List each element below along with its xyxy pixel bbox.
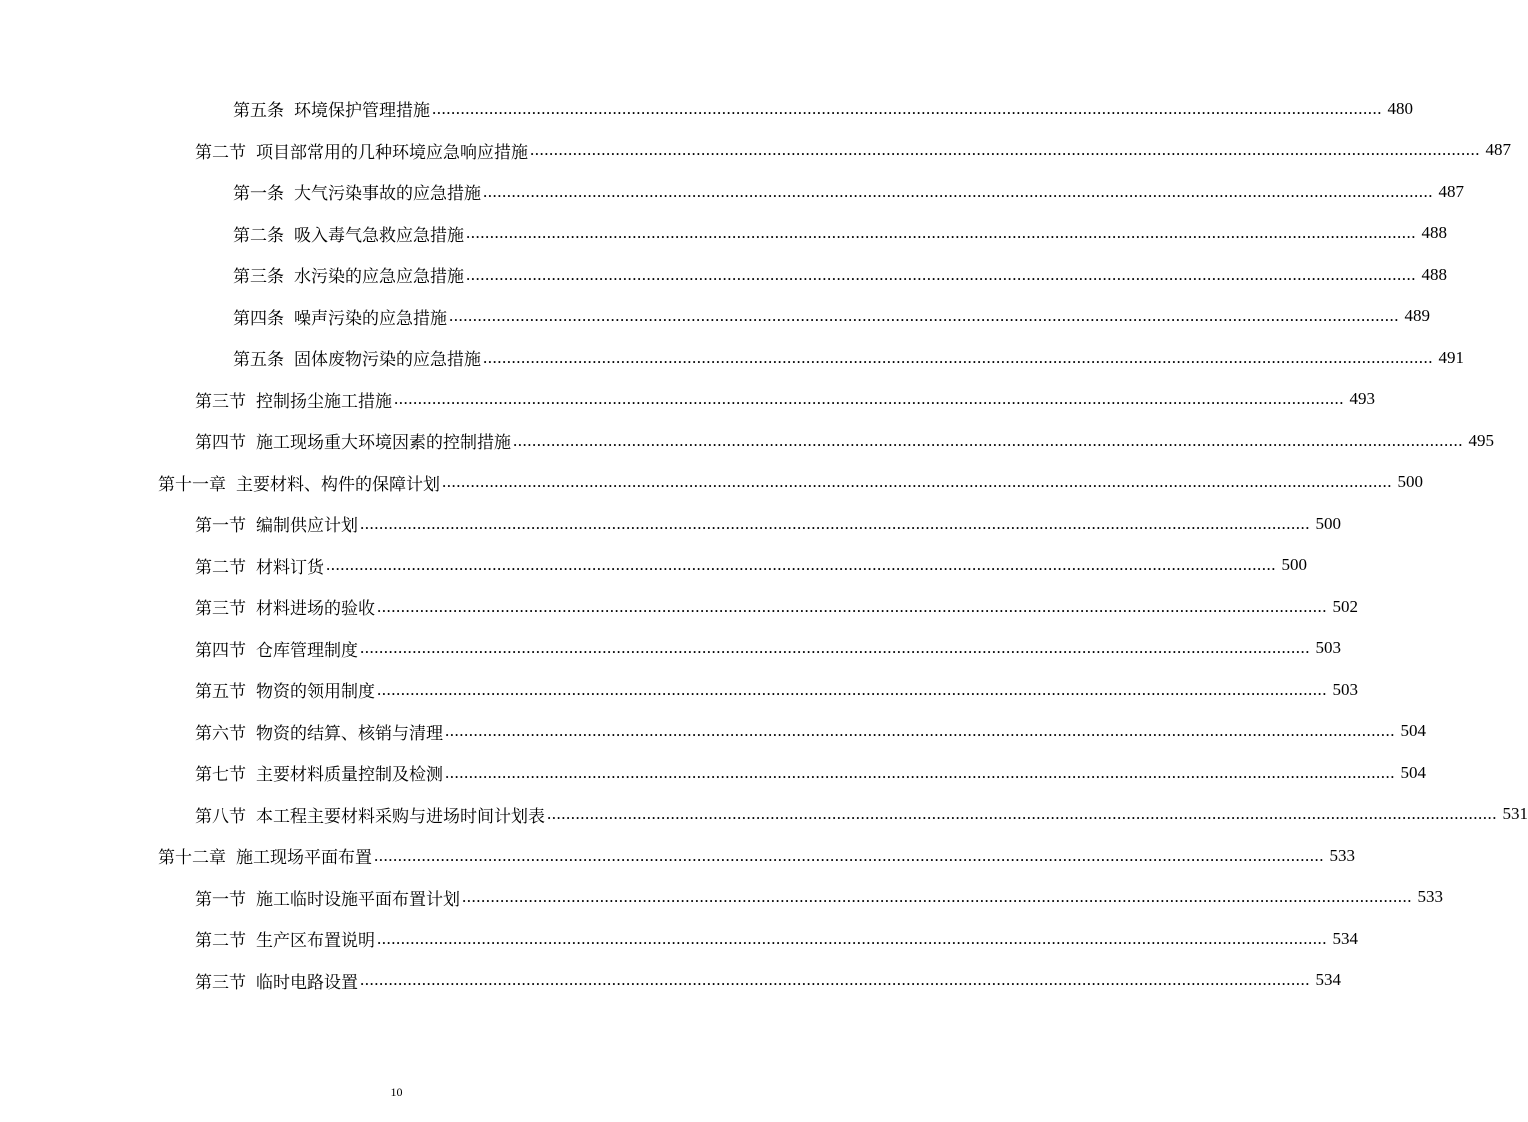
toc-entry-page: 488 bbox=[1421, 223, 1447, 243]
toc-leader-dots: ........................................................................................................................................................................................................ bbox=[360, 513, 1310, 533]
toc-entry-page: 503 bbox=[1332, 679, 1358, 699]
toc-leader-dots: ........................................................................................................................................................................................................ bbox=[360, 970, 1310, 990]
toc-entry-title: 环境保护管理措施 bbox=[294, 101, 430, 122]
toc-entry-page: 487 bbox=[1438, 181, 1464, 201]
toc-leader-dots: ........................................................................................................................................................................................................ bbox=[442, 472, 1392, 492]
toc-leader-dots: ........................................................................................................................................................................................................ bbox=[360, 638, 1310, 658]
toc-entry-label: 第十二章 bbox=[158, 848, 226, 869]
toc-leader-dots: ........................................................................................................................................................................................................ bbox=[445, 762, 1395, 782]
toc-leader-dots: ........................................................................................................................................................................................................ bbox=[377, 596, 1327, 616]
toc-entry-page: 493 bbox=[1349, 389, 1375, 409]
toc-entry-label: 第十一章 bbox=[158, 474, 226, 495]
toc-leader-dots: ........................................................................................................................................................................................................ bbox=[547, 804, 1497, 824]
table-of-contents bbox=[0, 88, 1528, 1001]
toc-article-entry[interactable] bbox=[0, 254, 1447, 296]
toc-leader-dots: ........................................................................................................................................................................................................ bbox=[466, 223, 1416, 243]
toc-section-entry[interactable] bbox=[0, 669, 1358, 711]
toc-entry-label: 第四节 bbox=[195, 640, 246, 661]
toc-entry-label: 第五条 bbox=[233, 101, 284, 122]
toc-entry-label: 第一节 bbox=[195, 889, 246, 910]
toc-article-entry[interactable] bbox=[0, 213, 1447, 255]
toc-entry-label: 第八节 bbox=[195, 806, 246, 827]
toc-article-entry[interactable] bbox=[0, 337, 1464, 379]
toc-chapter-entry[interactable] bbox=[0, 462, 1423, 504]
toc-entry-title: 仓库管理制度 bbox=[256, 640, 358, 661]
toc-section-entry[interactable] bbox=[0, 918, 1358, 960]
toc-entry-label: 第四节 bbox=[195, 433, 246, 454]
toc-entry-title: 噪声污染的应急措施 bbox=[294, 308, 447, 329]
toc-section-entry[interactable] bbox=[0, 586, 1358, 628]
toc-section-entry[interactable] bbox=[0, 960, 1341, 1002]
toc-article-entry[interactable] bbox=[0, 296, 1430, 338]
toc-chapter-entry[interactable] bbox=[0, 835, 1355, 877]
toc-leader-dots: ........................................................................................................................................................................................................ bbox=[377, 679, 1327, 699]
toc-entry-page: 487 bbox=[1485, 140, 1511, 160]
toc-entry-title: 项目部常用的几种环境应急响应措施 bbox=[256, 142, 528, 163]
toc-entry-title: 固体废物污染的应急措施 bbox=[294, 350, 481, 371]
page-number: 10 bbox=[390, 1085, 403, 1099]
toc-entry-page: 489 bbox=[1404, 306, 1430, 326]
toc-section-entry[interactable] bbox=[0, 794, 1528, 836]
toc-article-entry[interactable] bbox=[0, 88, 1413, 130]
toc-entry-label: 第五节 bbox=[195, 682, 246, 703]
toc-entry-label: 第二条 bbox=[233, 225, 284, 246]
toc-leader-dots: ........................................................................................................................................................................................................ bbox=[462, 887, 1412, 907]
toc-leader-dots: ........................................................................................................................................................................................................ bbox=[483, 347, 1433, 367]
toc-section-entry[interactable] bbox=[0, 130, 1511, 172]
toc-entry-page: 504 bbox=[1400, 762, 1426, 782]
toc-entry-label: 第二节 bbox=[195, 557, 246, 578]
toc-entry-page: 533 bbox=[1417, 887, 1443, 907]
toc-leader-dots: ........................................................................................................................................................................................................ bbox=[513, 430, 1463, 450]
toc-entry-label: 第三节 bbox=[195, 391, 246, 412]
toc-entry-title: 吸入毒气急救应急措施 bbox=[294, 225, 464, 246]
toc-entry-title: 施工临时设施平面布置计划 bbox=[256, 889, 460, 910]
toc-entry-label: 第三条 bbox=[233, 267, 284, 288]
toc-entry-page: 503 bbox=[1315, 638, 1341, 658]
toc-entry-label: 第六节 bbox=[195, 723, 246, 744]
toc-entry-page: 504 bbox=[1400, 721, 1426, 741]
toc-entry-title: 物资的领用制度 bbox=[256, 682, 375, 703]
toc-entry-label: 第二节 bbox=[195, 142, 246, 163]
toc-section-entry[interactable] bbox=[0, 545, 1307, 587]
toc-entry-page: 534 bbox=[1315, 970, 1341, 990]
toc-leader-dots: ........................................................................................................................................................................................................ bbox=[466, 264, 1416, 284]
toc-entry-title: 编制供应计划 bbox=[256, 516, 358, 537]
toc-entry-title: 临时电路设置 bbox=[256, 972, 358, 993]
toc-entry-title: 大气污染事故的应急措施 bbox=[294, 184, 481, 205]
toc-leader-dots: ........................................................................................................................................................................................................ bbox=[432, 98, 1382, 118]
toc-entry-page: 531 bbox=[1502, 804, 1528, 824]
toc-entry-title: 主要材料、构件的保障计划 bbox=[236, 474, 440, 495]
toc-entry-title: 施工现场重大环境因素的控制措施 bbox=[256, 433, 511, 454]
toc-leader-dots: ........................................................................................................................................................................................................ bbox=[374, 845, 1324, 865]
toc-entry-label: 第一条 bbox=[233, 184, 284, 205]
toc-entry-label: 第三节 bbox=[195, 972, 246, 993]
toc-entry-page: 495 bbox=[1468, 430, 1494, 450]
toc-entry-page: 502 bbox=[1332, 596, 1358, 616]
toc-entry-title: 水污染的应急应急措施 bbox=[294, 267, 464, 288]
toc-section-entry[interactable] bbox=[0, 503, 1341, 545]
toc-article-entry[interactable] bbox=[0, 171, 1464, 213]
toc-section-entry[interactable] bbox=[0, 420, 1494, 462]
toc-entry-title: 生产区布置说明 bbox=[256, 931, 375, 952]
toc-leader-dots: ........................................................................................................................................................................................................ bbox=[377, 928, 1327, 948]
toc-entry-title: 材料进场的验收 bbox=[256, 599, 375, 620]
toc-entry-page: 500 bbox=[1315, 513, 1341, 533]
toc-entry-label: 第二节 bbox=[195, 931, 246, 952]
toc-entry-title: 本工程主要材料采购与进场时间计划表 bbox=[256, 806, 545, 827]
toc-leader-dots: ........................................................................................................................................................................................................ bbox=[483, 181, 1433, 201]
toc-section-entry[interactable] bbox=[0, 752, 1426, 794]
toc-entry-page: 480 bbox=[1387, 98, 1413, 118]
toc-entry-page: 491 bbox=[1438, 347, 1464, 367]
toc-entry-page: 533 bbox=[1329, 845, 1355, 865]
toc-entry-title: 主要材料质量控制及检测 bbox=[256, 765, 443, 786]
toc-entry-title: 控制扬尘施工措施 bbox=[256, 391, 392, 412]
toc-entry-label: 第七节 bbox=[195, 765, 246, 786]
toc-entry-title: 物资的结算、核销与清理 bbox=[256, 723, 443, 744]
toc-leader-dots: ........................................................................................................................................................................................................ bbox=[326, 555, 1276, 575]
toc-entry-page: 488 bbox=[1421, 264, 1447, 284]
toc-leader-dots: ........................................................................................................................................................................................................ bbox=[530, 140, 1480, 160]
toc-entry-label: 第四条 bbox=[233, 308, 284, 329]
toc-entry-title: 材料订货 bbox=[256, 557, 324, 578]
toc-entry-title: 施工现场平面布置 bbox=[236, 848, 372, 869]
toc-leader-dots: ........................................................................................................................................................................................................ bbox=[449, 306, 1399, 326]
toc-entry-page: 500 bbox=[1397, 472, 1423, 492]
toc-entry-label: 第三节 bbox=[195, 599, 246, 620]
toc-section-entry[interactable] bbox=[0, 628, 1341, 670]
toc-section-entry[interactable] bbox=[0, 877, 1443, 919]
toc-leader-dots: ........................................................................................................................................................................................................ bbox=[445, 721, 1395, 741]
toc-entry-page: 500 bbox=[1281, 555, 1307, 575]
toc-section-entry[interactable] bbox=[0, 711, 1426, 753]
toc-entry-label: 第五条 bbox=[233, 350, 284, 371]
toc-entry-label: 第一节 bbox=[195, 516, 246, 537]
toc-entry-page: 534 bbox=[1332, 928, 1358, 948]
toc-section-entry[interactable] bbox=[0, 379, 1375, 421]
toc-leader-dots: ........................................................................................................................................................................................................ bbox=[394, 389, 1344, 409]
